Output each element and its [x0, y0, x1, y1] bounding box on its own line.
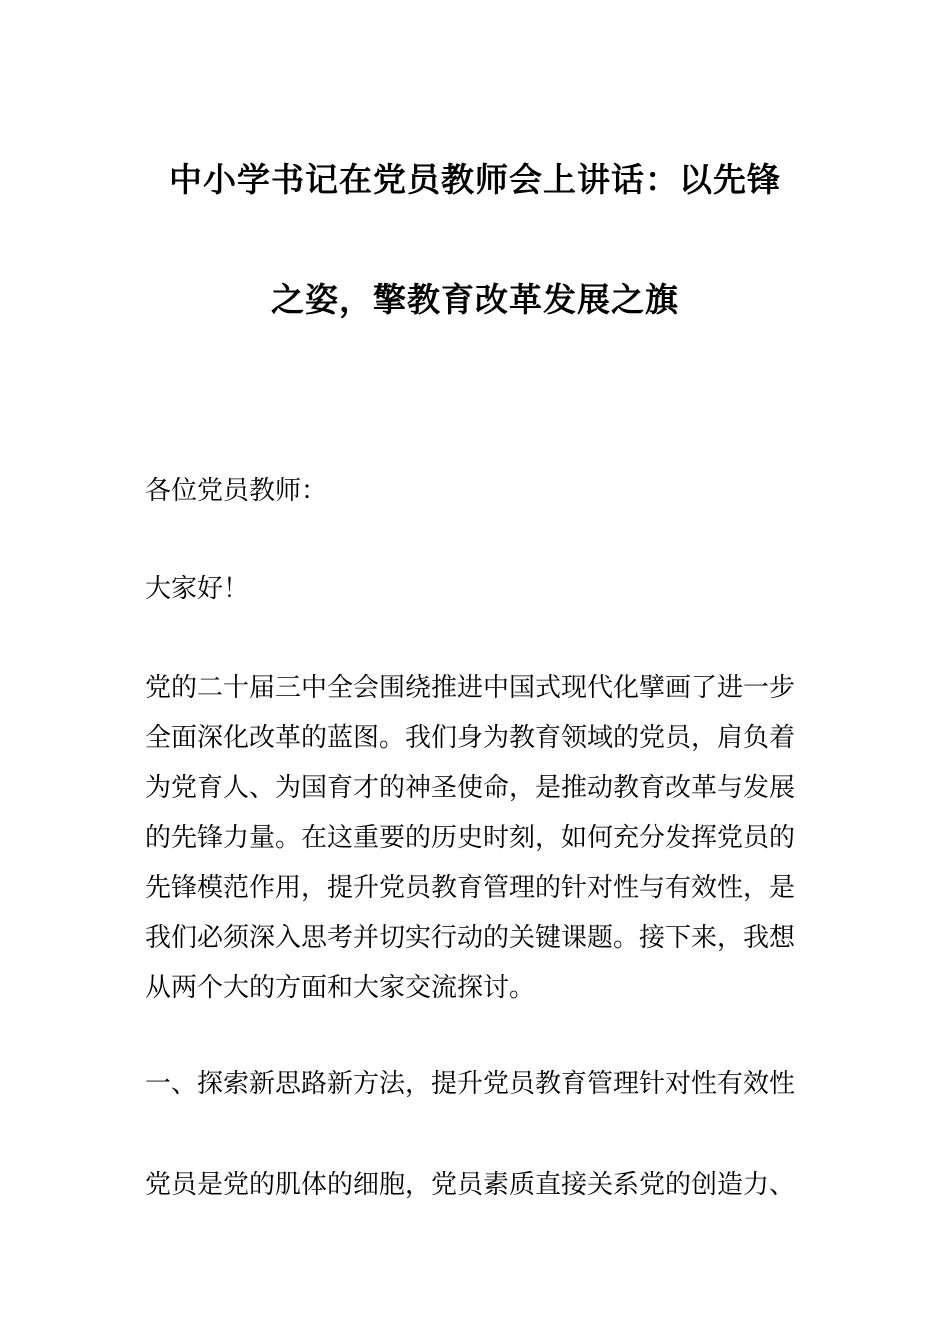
- greeting: 大家好！: [145, 574, 250, 604]
- paragraph-line: 全面深化改革的蓝图。我们身为教育领域的党员，肩负着: [145, 723, 796, 753]
- intro-paragraph: [145, 663, 810, 1013]
- section-heading: 一、探索新思路新方法，提升党员教育管理针对性有效性: [145, 1069, 796, 1099]
- salutation: 各位党员教师：: [145, 476, 328, 506]
- paragraph-line: 的先锋力量。在这重要的历史时刻，如何充分发挥党员的: [145, 823, 796, 853]
- paragraph-line: 为党育人、为国育才的神圣使命，是推动教育改革与发展: [145, 773, 796, 803]
- document-title-line-1: 中小学书记在党员教师会上讲话：以先锋: [169, 160, 781, 199]
- paragraph-line: 我们必须深入思考并切实行动的关键课题。接下来，我想: [145, 923, 796, 953]
- paragraph-line: 从两个大的方面和大家交流探讨。: [145, 973, 536, 1003]
- paragraph-line: 党的二十届三中全会围绕推进中国式现代化擘画了进一步: [145, 673, 796, 703]
- document-title-line-2: 之姿，擎教育改革发展之旗: [271, 280, 679, 319]
- paragraph-line: 先锋模范作用，提升党员教育管理的针对性与有效性，是: [145, 873, 796, 903]
- paragraph-line: 党员是党的肌体的细胞，党员素质直接关系党的创造力、: [145, 1170, 796, 1200]
